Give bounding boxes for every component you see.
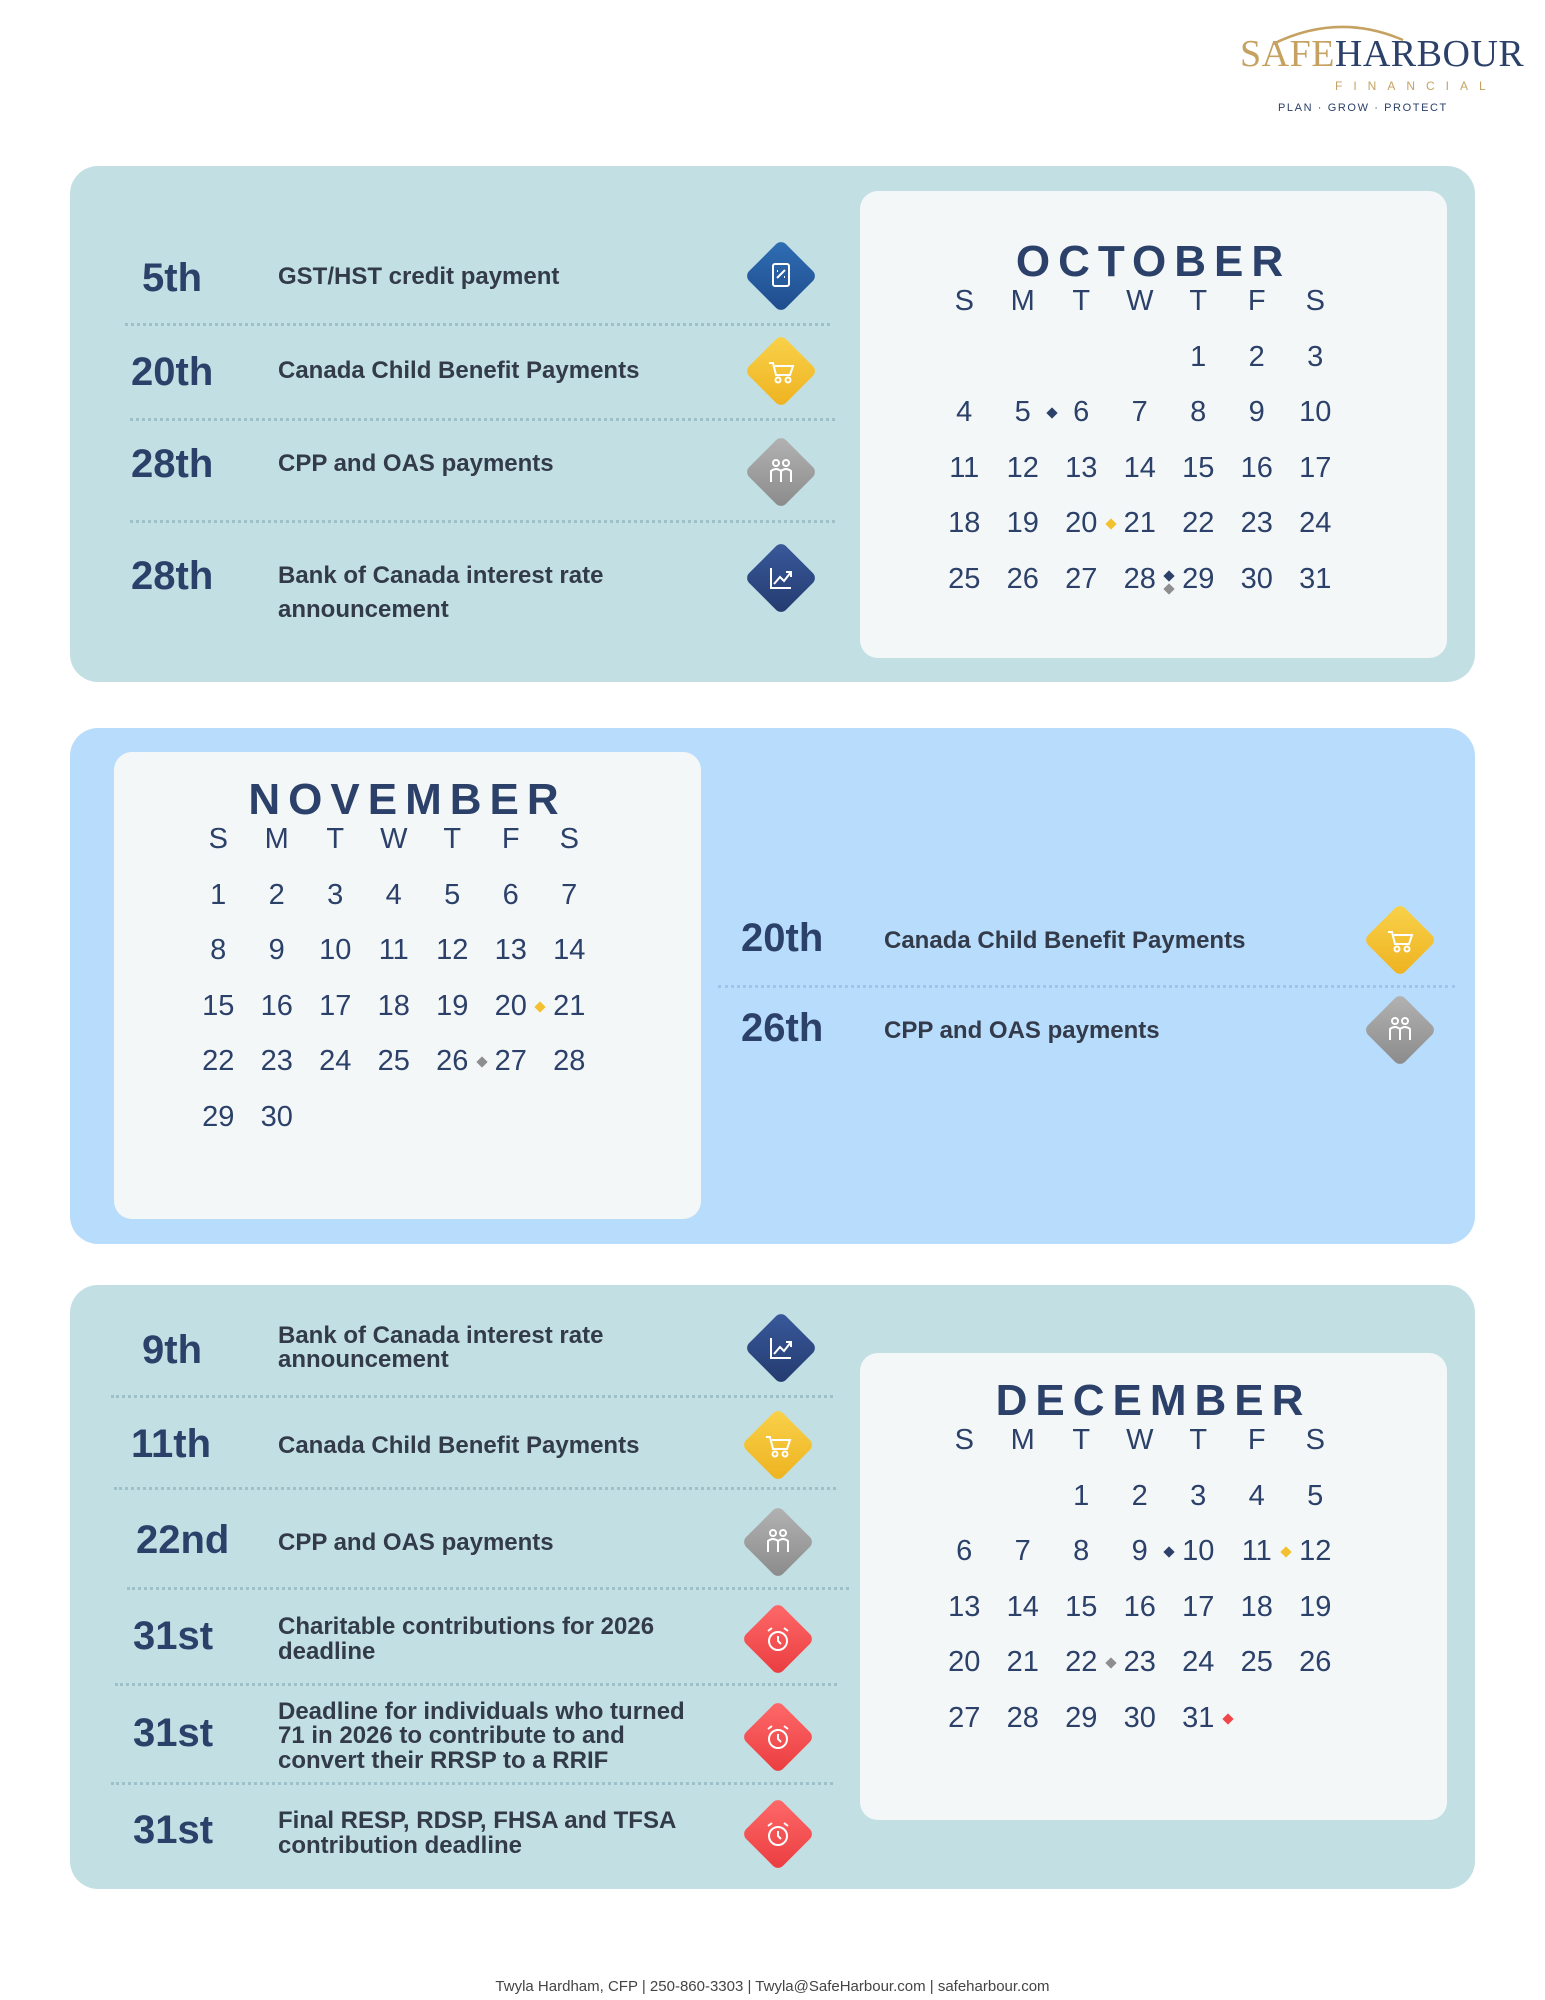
- october-calendar: [860, 191, 1447, 658]
- calendar-empty-cell: [994, 330, 1053, 386]
- event-date: 31st: [133, 1711, 214, 1755]
- calendar-day: 27: [1065, 562, 1098, 595]
- event-date: 31st: [133, 1614, 214, 1658]
- calendar-day: 19: [436, 989, 469, 1022]
- calendar-day: 31: [1299, 562, 1332, 595]
- divider: [114, 1487, 836, 1490]
- calendar-day: 11: [378, 934, 409, 966]
- event-date: 5th: [142, 256, 202, 300]
- calendar-day: 28: [1006, 1701, 1039, 1734]
- weekday-header: T: [1072, 1424, 1091, 1456]
- calendar-title: DECEMBER: [995, 1376, 1312, 1425]
- calendar-empty-cell: [1052, 330, 1111, 386]
- calendar-day: 16: [1123, 1590, 1156, 1623]
- calendar-day: 7: [1131, 396, 1148, 428]
- event-date: 11th: [131, 1422, 212, 1466]
- event-date: 20th: [131, 350, 214, 394]
- calendar-day: 15: [1065, 1590, 1098, 1623]
- divider: [115, 1683, 837, 1686]
- calendar-day: 6: [1073, 396, 1090, 428]
- calendar-day: 25: [377, 1045, 410, 1077]
- calendar-day: 10: [319, 934, 352, 966]
- calendar-day: 21: [1006, 1646, 1039, 1678]
- calendar-day: 21: [553, 989, 586, 1022]
- calendar-day: 12: [1006, 451, 1039, 484]
- calendar-day: 18: [1240, 1590, 1273, 1623]
- calendar-day: 11: [1228, 1524, 1287, 1580]
- december-calendar: [860, 1353, 1447, 1820]
- calendar-day: 4: [956, 396, 973, 428]
- weekday-header: W: [1126, 1424, 1154, 1456]
- event-text: Canada Child Benefit Payments: [278, 1432, 640, 1459]
- calendar-day: 9: [1248, 396, 1265, 428]
- calendar-day: 13: [948, 1590, 981, 1623]
- calendar-day: 26: [1299, 1646, 1332, 1678]
- calendar-day: 5: [1307, 1479, 1324, 1512]
- calendar-day: 12: [436, 934, 469, 966]
- calendar-day: 20: [948, 1646, 981, 1678]
- event-text-line2: 71 in 2026 to contribute to and: [278, 1722, 625, 1749]
- weekday-header: M: [264, 823, 289, 855]
- november-calendar: [114, 752, 701, 1219]
- event-text: Charitable contributions for 2026: [278, 1613, 655, 1640]
- calendar-day: 5: [994, 385, 1053, 441]
- calendar-day: 8: [1190, 396, 1207, 428]
- calendar-day: 24: [1299, 507, 1332, 539]
- calendar-day: 3: [327, 878, 344, 911]
- calendar-day: 10: [1299, 396, 1332, 428]
- event-date: 26th: [741, 1006, 824, 1050]
- calendar-day: 16: [1240, 451, 1273, 484]
- calendar-day: 9: [1111, 1524, 1170, 1580]
- calendar-day: 29: [1065, 1701, 1098, 1734]
- weekday-header: S: [559, 823, 579, 855]
- event-date: 20th: [741, 916, 824, 960]
- calendar-day: 16: [260, 989, 293, 1022]
- calendar-day: 20: [482, 979, 541, 1035]
- safe-harbour-logo: [1240, 18, 1525, 114]
- weekday-header: S: [1305, 1424, 1325, 1456]
- event-text-line2: announcement: [278, 596, 449, 623]
- event-date: 9th: [142, 1328, 202, 1372]
- calendar-day: 2: [268, 878, 285, 911]
- event-text: Canada Child Benefit Payments: [278, 357, 640, 384]
- divider: [127, 1587, 849, 1590]
- calendar-day: 1: [1073, 1479, 1090, 1512]
- calendar-empty-cell: [994, 1469, 1053, 1525]
- calendar-day: 15: [1182, 451, 1215, 484]
- calendar-day: 19: [1006, 507, 1039, 539]
- calendar-day: 14: [1123, 451, 1156, 484]
- event-text: CPP and OAS payments: [884, 1017, 1160, 1044]
- calendar-day: 26: [423, 1034, 482, 1090]
- weekday-header: F: [501, 823, 520, 855]
- logo-financial: FINANCIAL: [1335, 79, 1497, 93]
- event-text: Final RESP, RDSP, FHSA and TFSA: [278, 1807, 677, 1834]
- calendar-day: 17: [319, 989, 352, 1022]
- weekday-header: M: [1010, 1424, 1035, 1456]
- calendar-day: 6: [956, 1535, 973, 1567]
- calendar-grid: [935, 1413, 1345, 1746]
- calendar-empty-cell: [935, 330, 994, 386]
- calendar-day: 2: [1131, 1479, 1148, 1512]
- calendar-title: OCTOBER: [1015, 237, 1292, 286]
- calendar-day: 8: [210, 934, 227, 966]
- event-date: 22nd: [136, 1518, 230, 1562]
- footer-contact: Twyla Hardham, CFP | 250-860-3303 | Twyla@SafeHarbour.com | safeharbour.com: [495, 1978, 1050, 1995]
- weekday-header: S: [1305, 285, 1325, 317]
- calendar-day: 13: [494, 934, 527, 966]
- calendar-day: 21: [1123, 507, 1156, 539]
- logo-safe: SAFE: [1240, 33, 1335, 75]
- calendar-day: 30: [1123, 1701, 1156, 1734]
- event-date: 28th: [131, 554, 214, 598]
- calendar-day: 15: [202, 989, 235, 1022]
- divider: [130, 520, 835, 523]
- weekday-header: S: [954, 1424, 974, 1456]
- calendar-grid: [189, 812, 599, 1145]
- logo-tagline: PLAN · GROW · PROTECT: [1278, 102, 1448, 114]
- divider: [125, 323, 830, 326]
- calendar-day: 23: [1123, 1646, 1156, 1678]
- calendar-day: 4: [1248, 1479, 1265, 1512]
- calendar-empty-cell: [935, 1469, 994, 1525]
- event-date: 28th: [131, 442, 214, 486]
- event-text: GST/HST credit payment: [278, 263, 560, 290]
- weekday-header: F: [1247, 285, 1266, 317]
- calendar-day: 2: [1248, 340, 1265, 373]
- event-marker-icon: [1222, 1713, 1233, 1724]
- calendar-day: 4: [385, 878, 402, 911]
- calendar-day: 12: [1299, 1535, 1332, 1567]
- weekday-header: T: [443, 823, 462, 855]
- divider: [111, 1782, 833, 1785]
- calendar-day: 17: [1299, 451, 1332, 484]
- calendar-day: 8: [1073, 1535, 1090, 1567]
- calendar-day: 19: [1299, 1590, 1332, 1623]
- event-text-line2: deadline: [278, 1638, 376, 1665]
- weekday-header: T: [1072, 285, 1091, 317]
- event-text: Bank of Canada interest rate: [278, 1322, 604, 1349]
- event-text-line2: contribution deadline: [278, 1832, 522, 1859]
- calendar-day: 26: [1006, 562, 1039, 595]
- weekday-header: T: [1189, 1424, 1208, 1456]
- divider: [130, 418, 835, 421]
- calendar-day: 14: [553, 934, 586, 966]
- calendar-day: 30: [260, 1100, 293, 1133]
- event-date: 31st: [133, 1808, 214, 1852]
- calendar-day: 5: [444, 878, 461, 911]
- calendar-day: 18: [948, 507, 981, 539]
- calendar-empty-cell: [1111, 330, 1170, 386]
- calendar-day: 29: [1182, 562, 1215, 595]
- calendar-day: 28: [1111, 552, 1170, 608]
- weekday-header: S: [954, 285, 974, 317]
- weekday-header: F: [1247, 1424, 1266, 1456]
- calendar-day: 29: [202, 1100, 235, 1133]
- calendar-day: 22: [1182, 507, 1215, 539]
- calendar-day: 18: [377, 989, 410, 1022]
- calendar-day: 11: [949, 451, 980, 484]
- calendar-day: 23: [1240, 507, 1273, 539]
- calendar-day: 22: [202, 1045, 235, 1077]
- calendar-day: 27: [948, 1701, 981, 1734]
- weekday-header: T: [326, 823, 345, 855]
- calendar-day: 31: [1169, 1691, 1228, 1747]
- calendar-day: 1: [210, 878, 227, 911]
- logo-wordmark: [1240, 32, 1524, 76]
- weekday-header: M: [1010, 285, 1035, 317]
- calendar-day: 24: [319, 1045, 352, 1077]
- calendar-day: 24: [1182, 1646, 1215, 1678]
- event-text: Bank of Canada interest rate: [278, 562, 604, 589]
- logo-harbour: HARBOUR: [1334, 33, 1525, 75]
- weekday-header: T: [1189, 285, 1208, 317]
- weekday-header: W: [1126, 285, 1154, 317]
- calendar-day: 10: [1182, 1535, 1215, 1567]
- calendar-day: 6: [502, 878, 519, 911]
- calendar-day: 13: [1065, 451, 1098, 484]
- divider: [111, 1395, 833, 1398]
- calendar-day: 1: [1190, 340, 1207, 373]
- calendar-grid: [935, 274, 1345, 607]
- calendar-day: 25: [1240, 1646, 1273, 1678]
- event-text: Canada Child Benefit Payments: [884, 927, 1246, 954]
- calendar-day: 7: [561, 878, 578, 911]
- calendar-day: 3: [1190, 1479, 1207, 1512]
- calendar-day: 25: [948, 562, 981, 595]
- calendar-title: NOVEMBER: [248, 775, 567, 824]
- event-text: Deadline for individuals who turned: [278, 1698, 685, 1725]
- calendar-day: 23: [260, 1045, 293, 1077]
- weekday-header: W: [380, 823, 408, 855]
- calendar-day: 27: [494, 1045, 527, 1077]
- calendar-day: 3: [1307, 340, 1324, 373]
- calendar-day: 14: [1006, 1590, 1039, 1623]
- calendar-day: 22: [1052, 1635, 1111, 1691]
- calendar-day: 20: [1052, 496, 1111, 552]
- calendar-day: 30: [1240, 562, 1273, 595]
- calendar-day: 17: [1182, 1590, 1215, 1623]
- event-text: CPP and OAS payments: [278, 1529, 554, 1556]
- calendar-day: 28: [553, 1045, 586, 1077]
- calendar-day: 7: [1014, 1535, 1031, 1567]
- calendar-day: 9: [268, 934, 285, 966]
- event-text-line2: announcement: [278, 1346, 449, 1373]
- event-text-line3: convert their RRSP to a RRIF: [278, 1747, 609, 1774]
- event-text: CPP and OAS payments: [278, 450, 554, 477]
- divider: [718, 985, 1455, 988]
- weekday-header: S: [208, 823, 228, 855]
